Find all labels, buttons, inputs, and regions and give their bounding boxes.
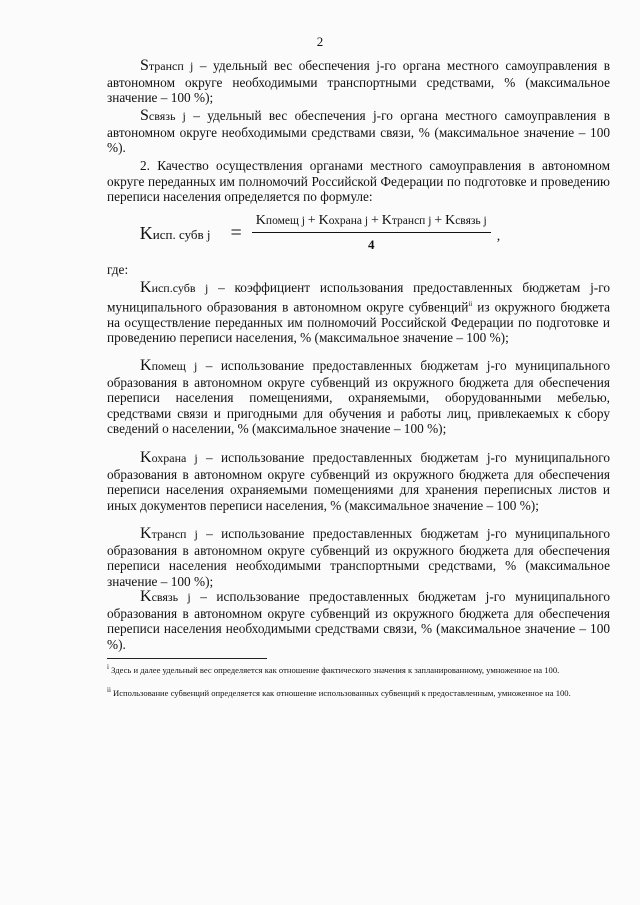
formula-numerator: Kпомещ j + Kохрана j + Kтрансп j + Kсвязь j: [252, 213, 491, 233]
footnote-mark-i: i: [107, 663, 109, 671]
paragraph-k-transp: Kтрансп j – использование предоставленных бюджетам j-го муниципального образования в автономном округе субвенций из окружного бюджета для обеспечения переписи населения необходимыми транспортными средствами, % (максимальное значение – 100 %);: [107, 525, 610, 589]
footnote-ref-ii: ii: [468, 299, 473, 308]
where-label: где:: [107, 262, 129, 277]
symbol-k-isp: Kисп.субв j: [140, 279, 209, 296]
paragraph-k-svyaz: Kсвязь j – использование предоставленных бюджетам j-го муниципального образования в автономном округе субвенций из окружного бюджета для обеспечения переписи населения необходимыми средствами связи, % (максимальное значение – 100 %).: [107, 588, 610, 652]
footnote-mark-ii: ii: [107, 686, 111, 694]
symbol-s-transp: Sтрансп j: [140, 57, 194, 74]
paragraph-k-okhrana: Kохрана j – использование предоставленных бюджетам j-го муниципального образования в автономном округе субвенций из окружного бюджета для обеспечения переписи населения охраняемыми помещениями для хранения переписных листов и иных документов переписи населения, % (максимальное значение – 100 %);: [107, 449, 610, 513]
formula-lhs: Kисп. субв j: [139, 222, 211, 243]
symbol-k-pomeshch: Kпомещ j: [140, 357, 198, 374]
formula-fraction: [252, 213, 491, 253]
paragraph-item-2: 2. Качество осуществления органами местного самоуправления в автономном округе переданных им полномочий Российской Федерации по подготовке и проведению переписи населения определяется по формуле:: [107, 158, 610, 205]
paragraph-k-pomeshch: Kпомещ j – использование предоставленных бюджетам j-го муниципального образования в автономном округе субвенций из окружного бюджета для обеспечения переписи населения помещениями, охраняемыми, оборудованными мебелью, средствами связи и пригодными для обучения и работы лиц, привлекаемых к сбору сведений о населении, % (максимальное значение – 100 %);: [107, 357, 610, 437]
formula-denominator: 4: [368, 237, 375, 252]
paragraph-s-transp: Sтрансп j – удельный вес обеспечения j-го органа местного самоуправления в автономном округе необходимыми транспортными средствами, % (максимальное значение – 100 %);: [107, 57, 610, 106]
symbol-k-okhrana: Kохрана j: [140, 449, 198, 466]
formula-comma: ,: [496, 229, 501, 244]
symbol-k-transp: Kтрансп j: [140, 525, 198, 542]
page-number: 2: [316, 34, 324, 49]
symbol-s-svyaz: Sсвязь j: [140, 107, 186, 124]
paragraph-k-isp: Kисп.субв j – коэффициент использования предоставленных бюджетам j-го муниципального образования в автономном округе субвенций$^{ii}$ из окружного бюджета на осуществление переданных им полномочий Российской Федерации по подготовке и проведению переписи населения, % (максимальное значение – 100 %);: [107, 279, 611, 346]
paragraph-s-svyaz: Sсвязь j – удельный вес обеспечения j-го органа местного самоуправления в автономном округе необходимыми средствами связи, % (максимальное значение – 100 %).: [107, 107, 611, 156]
symbol-k-svyaz: Kсвязь j: [140, 588, 191, 605]
footnote-separator: [107, 658, 267, 659]
footnote-2: $^{ii}$ Использование субвенций определяется как отношение использованных субвенций к предоставленным, умноженное на 100.: [107, 686, 571, 698]
formula: [0, 213, 640, 253]
footnote-1: $^i$ Здесь и далее удельный вес определяется как отношение фактического значения к запланированному, умноженное на 100.: [107, 663, 560, 675]
formula-equals: =: [230, 221, 242, 244]
